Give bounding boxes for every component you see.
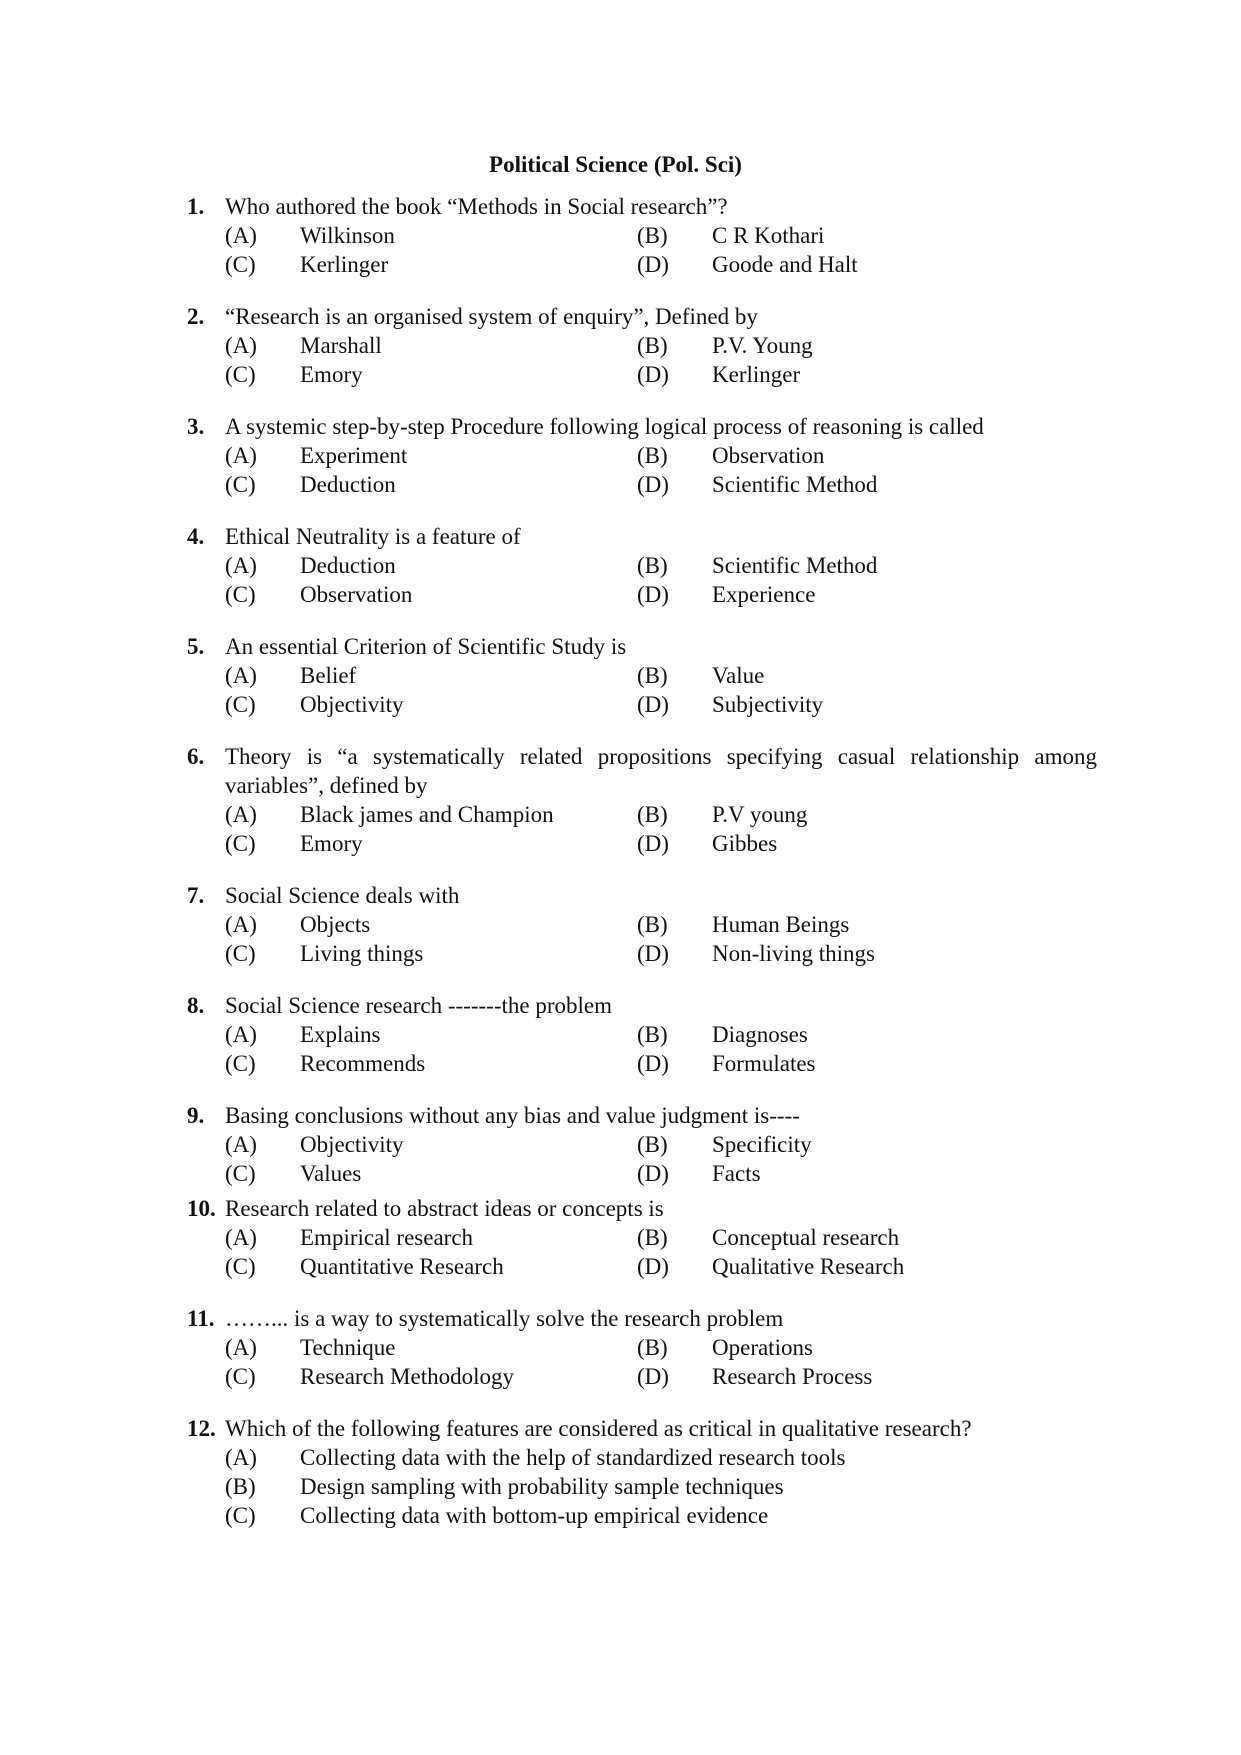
option-item xyxy=(187,441,637,470)
question-item xyxy=(187,302,1097,389)
question-stem xyxy=(187,302,1097,331)
option-letter: (D) xyxy=(637,1161,669,1186)
option-item xyxy=(637,551,877,580)
option-letter: (A) xyxy=(225,663,257,688)
option-letter: (B) xyxy=(637,1225,668,1250)
option-item xyxy=(187,800,637,829)
option-text: Objectivity xyxy=(300,692,404,717)
question-number: 7. xyxy=(187,883,205,908)
option-item xyxy=(187,1362,637,1391)
question-number: 4. xyxy=(187,524,205,549)
option-text: Deduction xyxy=(300,472,396,497)
option-letter: (C) xyxy=(225,472,256,497)
option-row xyxy=(187,1252,1097,1281)
option-item xyxy=(187,1159,637,1188)
question-text: “Research is an organised system of enquiry”, Defined by xyxy=(225,304,758,329)
option-item xyxy=(637,1049,816,1078)
option-item xyxy=(637,661,764,690)
option-text: Experience xyxy=(712,582,816,607)
question-text: Who authored the book “Methods in Social research”? xyxy=(225,194,728,219)
option-text: Conceptual research xyxy=(712,1225,900,1250)
question-item xyxy=(187,192,1097,279)
option-letter: (C) xyxy=(225,252,256,277)
question-stem xyxy=(187,991,1097,1020)
option-item xyxy=(187,221,637,250)
option-text: Black james and Champion xyxy=(300,802,554,827)
option-text: Wilkinson xyxy=(300,223,395,248)
option-text: Scientific Method xyxy=(712,553,878,578)
option-row xyxy=(187,1020,1097,1049)
option-letter: (B) xyxy=(637,443,668,468)
option-text: Marshall xyxy=(300,333,382,358)
option-letter: (C) xyxy=(225,362,256,387)
question-number: 6. xyxy=(187,744,205,769)
option-text: Quantitative Research xyxy=(300,1254,504,1279)
option-item xyxy=(187,470,637,499)
page-title: Political Science (Pol. Sci) xyxy=(489,152,742,177)
option-row xyxy=(187,221,1097,250)
option-letter: (B) xyxy=(637,223,668,248)
question-text: ……... is a way to systematically solve the research problem xyxy=(225,1306,784,1331)
option-letter: (B) xyxy=(637,333,668,358)
option-text: Observation xyxy=(712,443,825,468)
question-stem xyxy=(187,881,1097,910)
option-letter: (D) xyxy=(637,362,669,387)
option-item xyxy=(637,331,813,360)
option-letter: (A) xyxy=(225,912,257,937)
option-text: Design sampling with probability sample techniques xyxy=(300,1474,784,1499)
option-item xyxy=(637,1130,812,1159)
question-item xyxy=(187,1414,1097,1530)
option-text: Value xyxy=(712,663,765,688)
option-letter: (D) xyxy=(637,472,669,497)
question-text: Basing conclusions without any bias and value judgment is---- xyxy=(225,1103,800,1128)
option-letter: (D) xyxy=(637,692,669,717)
option-text: Human Beings xyxy=(712,912,850,937)
question-stem xyxy=(187,632,1097,661)
option-letter: (C) xyxy=(225,1254,256,1279)
option-letter: (B) xyxy=(637,1335,668,1360)
option-letter: (C) xyxy=(225,941,256,966)
question-number: 1. xyxy=(187,194,205,219)
option-item xyxy=(187,1443,1097,1472)
question-number: 2. xyxy=(187,304,205,329)
option-letter: (B) xyxy=(637,1022,668,1047)
option-letter: (B) xyxy=(637,1132,668,1157)
option-item xyxy=(637,1333,813,1362)
option-letter: (A) xyxy=(225,1335,257,1360)
option-text: Non-living things xyxy=(712,941,875,966)
option-letter: (D) xyxy=(637,831,669,856)
question-item xyxy=(187,1304,1097,1391)
option-row xyxy=(187,939,1097,968)
question-number: 11. xyxy=(187,1306,215,1331)
option-text: P.V young xyxy=(712,802,808,827)
option-row xyxy=(187,1130,1097,1159)
option-item xyxy=(637,939,875,968)
option-text: Technique xyxy=(300,1335,396,1360)
question-item xyxy=(187,522,1097,609)
option-item xyxy=(637,441,824,470)
question-text: An essential Criterion of Scientific Study is xyxy=(225,634,627,659)
option-item xyxy=(637,1020,808,1049)
option-item xyxy=(187,1333,637,1362)
option-text: Observation xyxy=(300,582,413,607)
option-text: Diagnoses xyxy=(712,1022,808,1047)
option-row xyxy=(187,331,1097,360)
option-item xyxy=(187,1130,637,1159)
question-list xyxy=(187,192,1097,1530)
option-row xyxy=(187,441,1097,470)
option-item xyxy=(187,1472,1097,1501)
option-text: Explains xyxy=(300,1022,381,1047)
option-item xyxy=(187,910,637,939)
question-number: 10. xyxy=(187,1196,216,1221)
option-item xyxy=(187,1501,1097,1530)
option-letter: (D) xyxy=(637,582,669,607)
option-text: Deduction xyxy=(300,553,396,578)
option-letter: (A) xyxy=(225,1132,257,1157)
option-item xyxy=(637,221,824,250)
option-item xyxy=(637,829,777,858)
option-text: Objects xyxy=(300,912,371,937)
option-item xyxy=(187,939,637,968)
option-text: Emory xyxy=(300,831,363,856)
question-text: Research related to abstract ideas or concepts is xyxy=(225,1196,664,1221)
option-letter: (A) xyxy=(225,1225,257,1250)
option-row xyxy=(187,1159,1097,1188)
option-text: Recommends xyxy=(300,1051,426,1076)
question-stem xyxy=(187,412,1097,441)
option-item xyxy=(187,690,637,719)
option-letter: (D) xyxy=(637,1364,669,1389)
option-text: Emory xyxy=(300,362,363,387)
question-item xyxy=(187,742,1097,858)
option-letter: (B) xyxy=(637,912,668,937)
option-text: Operations xyxy=(712,1335,813,1360)
option-row xyxy=(187,661,1097,690)
option-row xyxy=(187,470,1097,499)
option-text: Formulates xyxy=(712,1051,816,1076)
option-letter: (A) xyxy=(225,223,257,248)
option-text: Scientific Method xyxy=(712,472,878,497)
option-text: Facts xyxy=(712,1161,761,1186)
question-stem xyxy=(187,1101,1097,1130)
option-row xyxy=(187,360,1097,389)
option-text: Subjectivity xyxy=(712,692,824,717)
question-number: 9. xyxy=(187,1103,205,1128)
option-text: Kerlinger xyxy=(300,252,389,277)
option-text: Research Methodology xyxy=(300,1364,514,1389)
option-text: Kerlinger xyxy=(712,362,801,387)
option-item xyxy=(637,1362,872,1391)
option-text: Gibbes xyxy=(712,831,778,856)
option-letter: (B) xyxy=(225,1474,256,1499)
question-item xyxy=(187,881,1097,968)
option-letter: (A) xyxy=(225,443,257,468)
option-letter: (C) xyxy=(225,582,256,607)
option-item xyxy=(187,829,637,858)
question-text: Theory is “a systematically related propositions specifying casual relationship among variables”, defined by xyxy=(225,744,1097,798)
option-letter: (A) xyxy=(225,333,257,358)
option-text: Collecting data with the help of standardized research tools xyxy=(300,1445,846,1470)
option-item xyxy=(187,580,637,609)
option-text: Empirical research xyxy=(300,1225,474,1250)
option-item xyxy=(637,580,815,609)
option-text: Values xyxy=(300,1161,362,1186)
option-item xyxy=(637,250,858,279)
option-item xyxy=(637,1252,904,1281)
question-text: Social Science research -------the problem xyxy=(225,993,612,1018)
option-item xyxy=(637,1223,899,1252)
option-letter: (B) xyxy=(637,553,668,578)
option-letter: (D) xyxy=(637,941,669,966)
option-row xyxy=(187,551,1097,580)
option-item xyxy=(187,331,637,360)
option-item xyxy=(187,1252,637,1281)
option-row xyxy=(187,1223,1097,1252)
option-text: Qualitative Research xyxy=(712,1254,905,1279)
option-letter: (B) xyxy=(637,802,668,827)
option-text: Goode and Halt xyxy=(712,252,858,277)
option-item xyxy=(187,661,637,690)
question-item xyxy=(187,412,1097,499)
option-row xyxy=(187,1333,1097,1362)
option-item xyxy=(637,1159,761,1188)
option-letter: (C) xyxy=(225,831,256,856)
option-item xyxy=(637,470,877,499)
option-letter: (A) xyxy=(225,1445,257,1470)
question-stem xyxy=(187,192,1097,221)
option-item xyxy=(187,551,637,580)
option-letter: (C) xyxy=(225,1161,256,1186)
question-item xyxy=(187,632,1097,719)
option-letter: (C) xyxy=(225,1051,256,1076)
option-row xyxy=(187,690,1097,719)
question-text: Ethical Neutrality is a feature of xyxy=(225,524,521,549)
option-text: Experiment xyxy=(300,443,408,468)
option-row xyxy=(187,250,1097,279)
option-letter: (A) xyxy=(225,1022,257,1047)
question-text: Social Science deals with xyxy=(225,883,460,908)
option-item xyxy=(637,360,800,389)
option-item xyxy=(187,1020,637,1049)
option-letter: (A) xyxy=(225,802,257,827)
option-item xyxy=(637,800,807,829)
option-item xyxy=(187,1223,637,1252)
option-row xyxy=(187,580,1097,609)
option-letter: (B) xyxy=(637,663,668,688)
option-text: Collecting data with bottom-up empirical evidence xyxy=(300,1503,769,1528)
option-text: Research Process xyxy=(712,1364,873,1389)
question-number: 8. xyxy=(187,993,205,1018)
question-item xyxy=(187,1194,1097,1281)
option-row xyxy=(187,829,1097,858)
question-text: Which of the following features are considered as critical in qualitative research? xyxy=(225,1416,972,1441)
option-text: Belief xyxy=(300,663,357,688)
option-row xyxy=(187,800,1097,829)
option-row xyxy=(187,910,1097,939)
question-number: 5. xyxy=(187,634,205,659)
option-text: Objectivity xyxy=(300,1132,404,1157)
option-letter: (C) xyxy=(225,1503,256,1528)
question-item xyxy=(187,1101,1097,1188)
option-row xyxy=(187,1362,1097,1391)
question-stem xyxy=(187,1304,1097,1333)
option-letter: (D) xyxy=(637,252,669,277)
question-text: A systemic step-by-step Procedure following logical process of reasoning is called xyxy=(225,414,984,439)
option-letter: (D) xyxy=(637,1051,669,1076)
question-number: 12. xyxy=(187,1416,216,1441)
question-stem xyxy=(187,522,1097,551)
option-text: P.V. Young xyxy=(712,333,813,358)
option-item xyxy=(637,910,849,939)
option-letter: (C) xyxy=(225,1364,256,1389)
question-stem xyxy=(187,1414,1097,1443)
question-number: 3. xyxy=(187,414,205,439)
option-letter: (C) xyxy=(225,692,256,717)
option-item xyxy=(187,1049,637,1078)
question-stem xyxy=(187,742,1097,800)
option-item xyxy=(187,250,637,279)
question-stem xyxy=(187,1194,1097,1223)
option-item xyxy=(187,360,637,389)
option-text: Living things xyxy=(300,941,424,966)
option-item xyxy=(637,690,823,719)
option-letter: (A) xyxy=(225,553,257,578)
question-item xyxy=(187,991,1097,1078)
option-letter: (D) xyxy=(637,1254,669,1279)
option-text: Specificity xyxy=(712,1132,812,1157)
option-row xyxy=(187,1049,1097,1078)
option-text: C R Kothari xyxy=(712,223,825,248)
